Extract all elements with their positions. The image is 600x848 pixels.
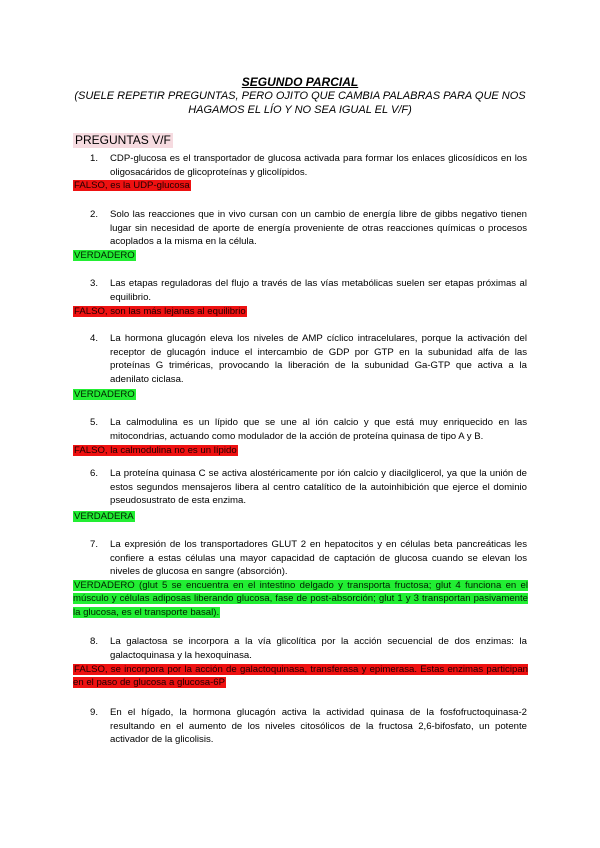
answer-label: FALSO, son las más lejanas al equilibrio [74,306,246,317]
question-4 [90,332,527,386]
answer-label: FALSO, se incorpora por la acción de galactoquinasa, transferasa y epimerasa. Estas enzimas participan en el paso de glucosa a glucosa-6P [73,664,528,689]
answer-label: VERDADERO (glut 5 se encuentra en el intestino delgado y transporta fructosa; glut 4 funciona en el músculo y células adiposas liberando glucosa, fase de post-absorción; glut 1 y 3 transportan pasivamente la glucosa, es el transporte basal). [73,580,528,618]
page-title: SEGUNDO PARCIAL [241,75,359,89]
question-6 [90,467,527,508]
page-subtitle: (SUELE REPETIR PREGUNTAS, PERO OJITO QUE CAMBIA PALABRAS PARA QUE NOS HAGAMOS EL LÍO Y NO SEA IGUAL EL V/F) [74,90,526,116]
question-number: 3. [90,278,99,289]
question-1 [90,152,527,179]
answer-label: VERDADERA [74,511,134,522]
question-9 [90,706,527,747]
answer-5 [73,444,238,457]
answer-label: VERDADERO [74,389,135,400]
question-number: 9. [90,707,99,718]
question-number: 5. [90,417,99,428]
question-text: La proteína quinasa C se activa alostéricamente por ión calcio y diacilglicerol, ya que la unión de estos segundos mensajeros libera al centro catalítico de la autoinhibición que ejerce el dominio pseudosustrato de esta enzima. [110,468,527,507]
answer-label: VERDADERO [74,250,135,261]
question-text: La hormona glucagón eleva los niveles de AMP cíclico intracelulares, porque la activación del receptor de glucagón induce el intercambio de GDP por GTP en la subunidad alfa de las proteínas G triméricas, provocando la liberación de la subunidad Ga-GTP que activa a la adenilato ciclasa. [110,333,527,385]
question-number: 4. [90,333,99,344]
question-text: La expresión de los transportadores GLUT 2 en hepatocitos y en células beta pancreáticas les confiere a estas células una mayor capacidad de captación de glucosa cuando se elevan los niveles de glucosa en sangre (absorción). [110,539,527,578]
answer-label: FALSO, es la UDP-glucosa [74,180,190,191]
question-2 [90,208,527,249]
question-3 [90,277,527,304]
answer-6 [73,510,135,523]
question-text: Las etapas reguladoras del flujo a través de las vías metabólicas suelen ser etapas próximas al equilibrio. [110,278,527,303]
answer-1 [73,179,191,192]
question-number: 7. [90,539,99,550]
answer-3 [73,305,247,318]
answer-4 [73,388,136,401]
question-number: 1. [90,153,99,164]
question-number: 2. [90,209,99,220]
section-title: PREGUNTAS V/F [75,133,171,147]
question-5 [90,416,527,443]
question-number: 8. [90,636,99,647]
question-number: 6. [90,468,99,479]
question-text: La galactosa se incorpora a la vía glicolítica por la acción secuencial de dos enzimas: la galactoquinasa y la hexoquinasa. [110,636,527,661]
question-text: CDP-glucosa es el transportador de glucosa activada para formar los enlaces glicosídicos en los oligosacáridos de glicoproteínas y glicolípidos. [110,153,527,178]
question-7 [90,538,527,579]
question-text: Solo las reacciones que in vivo cursan con un cambio de energía libre de gibbs negativo tienen lugar sin necesidad de aporte de energía proveniente de otras reacciones químicas o procesos acoplados a la misma en la célula. [110,209,527,248]
answer-2 [73,249,136,262]
question-8 [90,635,527,662]
answer-label: FALSO, la calmodulina no es un lípido [74,445,237,456]
answer-7 [73,579,528,619]
question-text: La calmodulina es un lípido que se une al ión calcio y que está muy enriquecido en las mitocondrias, actuando como modulador de la acción de proteína quinasa de tipo A y B. [110,417,527,442]
question-text: En el hígado, la hormona glucagón activa la actividad quinasa de la fosfofructoquinasa-2 resultando en el aumento de los niveles citosólicos de la fructosa 2,6-bifosfato, un potente activador de la glicolisis. [110,707,527,746]
answer-8 [73,663,528,690]
